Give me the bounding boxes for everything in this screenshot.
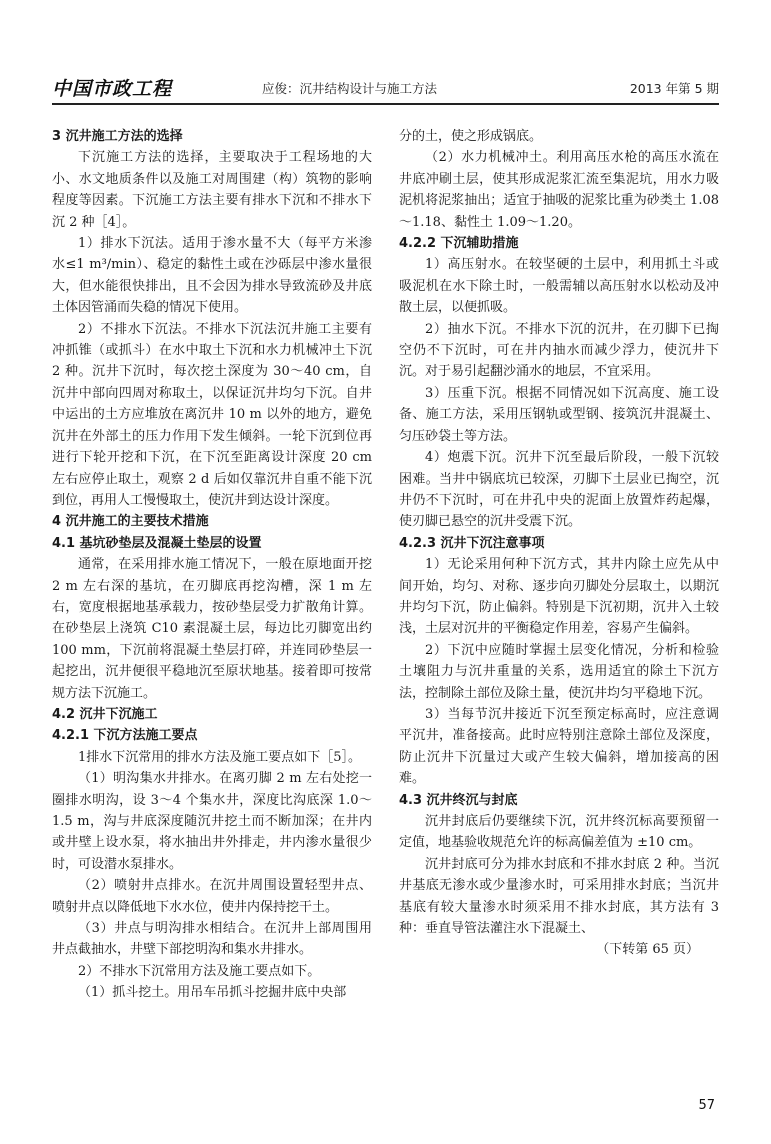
paragraph: 2）不排水下沉法。不排水下沉法沉井施工主要有冲抓锥（或抓斗）在水中取土下沉和水力机械冲土下沉 2 种。沉井下沉时，每次挖土深度为 30～40 cm，自沉井中部向四周对称取土，以保证沉井均匀下沉。自井中运出的土方应堆放在离沉井 10 m 以外的地方，避免沉井在外部土的压力作用下发生倾斜。一轮下沉到位再进行下轮开挖和下沉，在下沉至距离设计深度 20 cm 左右应停止取土，观察 2 d 后如仅靠沉井自重不能下沉到位，再用人工慢慢取土，使沉井到达设计深度。 — [52, 321, 372, 508]
paragraph: 沉井封底后仍要继续下沉，沉井终沉标高要预留一定值，地基验收规范允许的标高偏差值为 ±10 cm。 — [399, 814, 719, 851]
page-number: 57 — [698, 1098, 715, 1113]
section-heading: 4.2.1 下沉方法施工要点 — [52, 728, 198, 744]
running-title: 应俊：沉井结构设计与施工方法 — [262, 81, 438, 96]
paragraph: 沉井封底可分为排水封底和不排水封底 2 种。当沉井基底无渗水或少量渗水时，可采用排水封底；当沉井基底有较大量渗水时须采用不排水封底，其方法有 3 种：垂直导管法灌注水下混凝土、 — [399, 856, 719, 937]
paragraph: 3）压重下沉。根据不同情况如下沉高度、施工设备、施工方法，采用压钢轨或型钢、接筑沉井混凝土、匀压砂袋土等方法。 — [399, 385, 719, 444]
section-heading: 4.2.2 下沉辅助措施 — [399, 236, 519, 252]
right-column — [399, 126, 719, 961]
header-rule — [52, 103, 719, 105]
paragraph: 4）炮震下沉。沉井下沉至最后阶段，一般下沉较困难。当井中锅底坑已较深，刃脚下土层业已掏空，沉井仍不下沉时，可在井孔中央的泥面上放置炸药起爆，使刃脚已悬空的沉井受震下沉。 — [399, 450, 719, 530]
paragraph: （3）井点与明沟排水相结合。在沉井上部周围用井点截抽水，井壁下部挖明沟和集水井排水。 — [52, 921, 372, 958]
section-heading: 4.2.3 沉井下沉注意事项 — [399, 535, 545, 551]
paragraph: 1排水下沉常用的排水方法及施工要点如下［5］。 — [78, 749, 362, 765]
paragraph: 2）下沉中应随时掌握土层变化情况，分析和检验土壤阻力与沉井重量的关系，选用适宜的除土下沉方法，控制除土部位及除土量，使沉井均匀平稳地下沉。 — [399, 642, 719, 701]
paragraph: 1）高压射水。在较坚硬的土层中，利用抓土斗或吸泥机在水下除土时，一般需辅以高压射水以松动及冲散土层，以便抓吸。 — [399, 257, 719, 316]
section-heading: 4 沉井施工的主要技术措施 — [52, 514, 209, 530]
paragraph: 1）无论采用何种下沉方式，其井内除土应先从中间开始，均匀、对称、逐步向刃脚处分层取土，以期沉井均匀下沉，防止偏斜。特别是下沉初期，沉井入土较浅，土层对沉井的平衡稳定作用差，容易产生偏斜。 — [399, 557, 719, 637]
paragraph: （2）喷射井点排水。在沉井周围设置轻型井点、喷射井点以降低地下水水位，使井内保持挖干土。 — [52, 878, 372, 915]
paragraph: 2）不排水下沉常用方法及施工要点如下。 — [78, 963, 321, 979]
paragraph: （1）抓斗挖土。用吊车吊抓斗挖掘井底中央部 — [78, 985, 347, 1001]
paragraph: （2）水力机械冲土。利用高压水枪的高压水流在井底冲刷土层，使其形成泥浆汇流至集泥坑，用水力吸泥机将泥浆抽出；适宜于抽吸的泥浆比重为砂类土 1.08～1.18、黏性土 1.09～1.20。 — [399, 150, 719, 230]
paragraph: 3）当每节沉井接近下沉至预定标高时，应注意调平沉井，准备接高。此时应特别注意除土部位及深度，防止沉井下沉量过大或产生较大偏斜，增加接高的困难。 — [399, 706, 719, 787]
paragraph: 1）排水下沉法。适用于渗水量不大（每平方米渗水≤1 m³/min）、稳定的黏性土或在沙砾层中渗水量很大，但水能很快排出，且不会因为排水导致流砂及井底土体因管涌而失稳的情况下使用。 — [52, 236, 372, 316]
journal-logo: 中国市政工程 — [52, 78, 173, 100]
continued-note: （下转第 65 页） — [596, 942, 699, 958]
left-column — [52, 126, 372, 1004]
section-heading: 4.2 沉井下沉施工 — [52, 706, 158, 722]
paragraph: 2）抽水下沉。不排水下沉的沉井，在刃脚下已掏空仍不下沉时，可在井内抽水而减少浮力，使沉井下沉。对于易引起翻沙涌水的地层，不宜采用。 — [399, 321, 719, 380]
section-heading: 4.3 沉井终沉与封底 — [399, 792, 518, 808]
section-heading: 4.1 基坑砂垫层及混凝土垫层的设置 — [52, 535, 262, 551]
paragraph: 分的土，使之形成锅底。 — [399, 129, 543, 144]
paragraph: 下沉施工方法的选择，主要取决于工程场地的大小、水文地质条件以及施工对周围建（构）筑物的影响程度等因素。下沉施工方法主要有排水下沉和不排水下沉 2 种［4］。 — [52, 150, 372, 230]
paragraph: （1）明沟集水井排水。在离刃脚 2 m 左右处挖一圈排水明沟，设 3～4 个集水井，深度比沟底深 1.0～1.5 m，沟与井底深度随沉井挖土而不断加深；在井内或井壁上设水泵，将水抽出井外排走，井内渗水量很少时，可设潜水泵排水。 — [52, 771, 372, 872]
section-heading: 3 沉井施工方法的选择 — [52, 129, 183, 144]
issue-label: 2013 年第 5 期 — [629, 81, 719, 96]
page-header — [52, 74, 719, 100]
paragraph: 通常，在采用排水施工情况下，一般在原地面开挖 2 m 左右深的基坑，在刃脚底再挖沟槽，深 1 m 左右，宽度根据地基承载力，按砂垫层受力扩散角计算。在砂垫层上浇筑 C10 素混凝土层，每边比刃脚宽出约 100 mm，下沉前将混凝土垫层打碎，并连同砂垫层一起挖出，沉井便很平稳地沉至原状地基。接着即可按常规方法下沉施工。 — [52, 557, 372, 701]
